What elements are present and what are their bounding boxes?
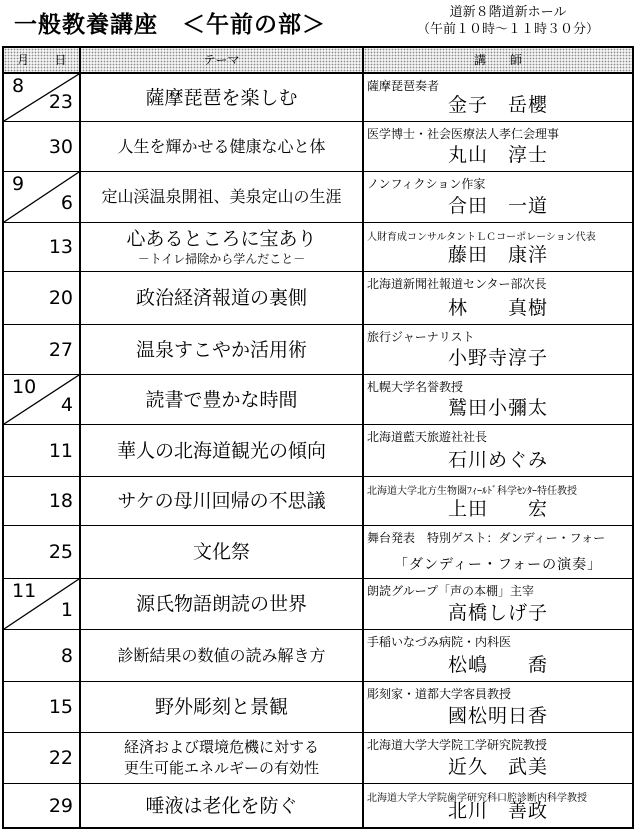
lecturer-name: 松嶋 喬 [447, 654, 548, 676]
day-value: 13 [48, 236, 73, 258]
lecturer-affiliation: 北海道新聞社報道センター部次長 [367, 277, 547, 291]
date-cell [4, 325, 79, 374]
lecturer-affiliation: ノンフィクション作家 [367, 177, 486, 191]
table-row [4, 682, 632, 733]
theme-cell [81, 172, 362, 222]
table-row [4, 425, 632, 477]
venue-time: （午前１０時～１１時３０分） [416, 22, 599, 37]
day-value: 11 [48, 439, 73, 462]
lecturer-name: 石川めぐみ [447, 449, 548, 471]
theme-title: 薩摩琵琶を楽しむ [145, 86, 298, 109]
theme-title: 経済および環境危機に対する [123, 738, 319, 756]
day-value: 1 [60, 599, 73, 621]
lecturer-affiliation: 舞台発表 特別ゲスト：ダンディー・フォー [367, 531, 606, 545]
date-cell [4, 122, 79, 171]
lecturer-name: 高橋しげ子 [447, 602, 548, 624]
theme-cell [81, 630, 362, 681]
theme-title: 野外彫刻と景観 [154, 696, 288, 718]
lecturer-name: 合田 一道 [447, 195, 548, 217]
date-cell [4, 375, 79, 424]
month-value: 9 [12, 173, 25, 195]
lecturer-name: 「ダンディー・フォーの演奏」 [393, 557, 603, 573]
table-row [4, 579, 632, 630]
table-row [4, 325, 632, 375]
theme-cell [81, 526, 362, 578]
theme-title: 唾液は老化を防ぐ [145, 794, 298, 817]
column-divider [79, 48, 81, 827]
lecturer-cell [364, 74, 632, 121]
theme-title: 心あるところに宝あり [126, 227, 317, 250]
day-value: 30 [48, 135, 73, 158]
lecturer-name: 近久 武美 [447, 756, 548, 778]
day-value: 22 [48, 747, 73, 769]
table-row [4, 172, 632, 223]
lecturer-cell [364, 682, 632, 732]
theme-cell [81, 375, 362, 424]
lecturer-name: 小野寺淳子 [447, 347, 548, 369]
date-cell [4, 272, 79, 324]
lecturer-affiliation: 薩摩琵琶奏者 [367, 79, 440, 93]
table-row [4, 526, 632, 579]
date-cell [4, 172, 79, 222]
lecturer-affiliation: 朗読グループ「声の本棚」主宰 [367, 584, 535, 598]
lecturer-affiliation: 北海道大学大学院工学研究院教授 [367, 738, 548, 752]
theme-cell [81, 579, 362, 629]
day-value: 15 [48, 696, 73, 718]
lecturer-cell [364, 325, 632, 374]
day-value: 20 [48, 287, 73, 309]
lecturer-cell [364, 784, 632, 827]
lecturer-name: 北川 善政 [447, 800, 548, 822]
column-theme: テーマ [203, 53, 240, 67]
column-day: 日 [54, 53, 67, 67]
lecturer-affiliation: 人財育成コンサルタントＬＣコーポレーション代表 [367, 232, 596, 243]
lecturer-name: 鷲田小彌太 [447, 397, 548, 419]
theme-subtitle: 更生可能エネルギーの有効性 [123, 759, 319, 777]
lecturer-cell [364, 375, 632, 424]
table-row [4, 223, 632, 272]
date-cell [4, 526, 79, 578]
column-divider [362, 48, 364, 827]
date-cell [4, 223, 79, 271]
table-header [4, 48, 632, 74]
table-row [4, 74, 632, 122]
day-value: 8 [60, 644, 73, 667]
lecturer-name: 上田 宏 [447, 498, 548, 520]
table-row [4, 733, 632, 784]
day-value: 29 [48, 794, 73, 817]
date-cell [4, 579, 79, 629]
lecturer-name: 林 真樹 [447, 297, 548, 319]
theme-subtitle: －トイレ掃除から学んだこと－ [137, 251, 306, 266]
lecturer-affiliation: 北海道大学大学院歯学研究科口腔診断内科学教授 [367, 793, 587, 804]
day-value: 18 [48, 490, 73, 512]
theme-cell [81, 325, 362, 374]
venue-name: 道新８階道新ホール [449, 5, 567, 20]
lecturer-name: 國松明日香 [447, 705, 548, 727]
theme-title: 診断結果の数値の読み解き方 [117, 645, 326, 665]
theme-title: 文化祭 [192, 541, 250, 563]
theme-cell [81, 122, 362, 171]
schedule-table [2, 46, 634, 829]
lecturer-cell [364, 579, 632, 629]
lecturer-cell [364, 272, 632, 324]
column-lecturer: 講 師 [473, 53, 522, 67]
table-row [4, 630, 632, 682]
lecturer-cell [364, 526, 632, 578]
date-cell [4, 784, 79, 827]
theme-title: サケの母川回帰の不思議 [117, 490, 326, 512]
theme-cell [81, 682, 362, 732]
lecturer-name: 金子 岳櫻 [447, 94, 548, 116]
table-row [4, 375, 632, 425]
lecturer-affiliation: 北海道大学北方生物圏ﾌｨｰﾙﾄﾞ科学ｾﾝﾀｰ特任教授 [367, 486, 577, 497]
lecturer-cell [364, 172, 632, 222]
day-value: 23 [48, 91, 73, 113]
theme-cell [81, 784, 362, 827]
date-cell [4, 682, 79, 732]
theme-cell [81, 477, 362, 525]
theme-cell [81, 425, 362, 476]
lecturer-cell [364, 122, 632, 171]
table-row [4, 477, 632, 526]
day-value: 4 [60, 394, 73, 416]
lecturer-cell [364, 425, 632, 476]
day-value: 6 [60, 192, 73, 214]
theme-cell [81, 223, 362, 271]
lecturer-affiliation: 札幌大学名誉教授 [367, 380, 464, 394]
date-cell [4, 74, 79, 121]
theme-title: 政治経済報道の裏側 [135, 287, 307, 309]
lecturer-affiliation: 手稲いなづみ病院・内科医 [367, 635, 512, 649]
month-value: 11 [12, 580, 37, 602]
theme-cell [81, 272, 362, 324]
date-cell [4, 425, 79, 476]
theme-cell [81, 733, 362, 783]
day-value: 27 [48, 338, 73, 361]
lecturer-cell [364, 223, 632, 271]
month-value: 10 [12, 376, 37, 398]
theme-title: 源氏物語朗読の世界 [135, 593, 307, 615]
lecturer-cell [364, 733, 632, 783]
theme-title: 人生を輝かせる健康な心と体 [117, 136, 326, 156]
lecturer-affiliation: 医学博士・社会医療法人孝仁会理事 [367, 127, 560, 141]
table-row [4, 784, 632, 827]
venue-info [388, 4, 628, 38]
page-title: 一般教養講座 ＜午前の部＞ [14, 12, 326, 38]
lecturer-cell [364, 477, 632, 525]
theme-title: 温泉すこやか活用術 [135, 338, 307, 361]
lecturer-affiliation: 北海道藍天旅遊社社長 [367, 430, 488, 444]
date-cell [4, 733, 79, 783]
theme-cell [81, 74, 362, 121]
theme-title: 定山渓温泉開祖、美泉定山の生涯 [101, 187, 342, 206]
table-row [4, 122, 632, 172]
theme-title: 華人の北海道観光の傾向 [116, 439, 326, 462]
lecturer-cell [364, 630, 632, 681]
day-value: 25 [48, 541, 73, 563]
lecturer-affiliation: 彫刻家・道都大学客員教授 [367, 687, 512, 701]
date-cell [4, 477, 79, 525]
month-value: 8 [12, 75, 25, 97]
date-cell [4, 630, 79, 681]
lecturer-name: 丸山 淳士 [447, 144, 548, 166]
theme-title: 読書で豊かな時間 [145, 388, 298, 411]
lecturer-affiliation: 旅行ジャーナリスト [367, 330, 475, 344]
table-row [4, 272, 632, 325]
page-header [0, 0, 640, 46]
lecturer-name: 藤田 康洋 [447, 244, 548, 266]
column-month: 月 [16, 53, 29, 67]
